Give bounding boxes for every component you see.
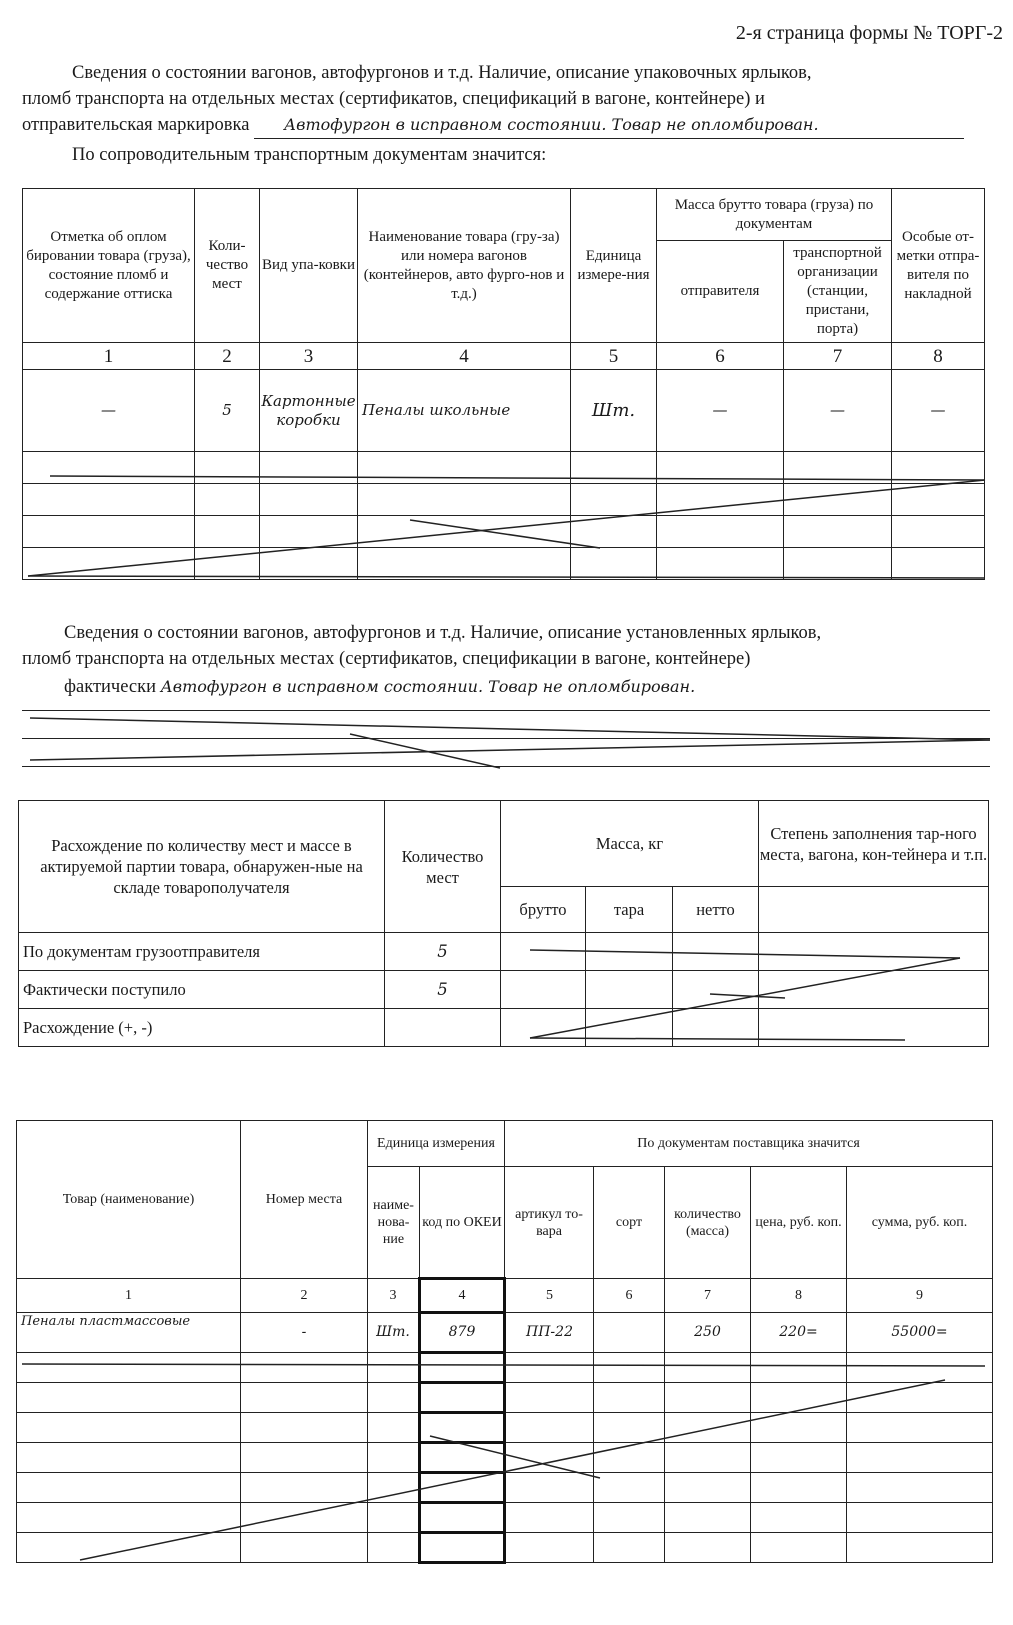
actual-value: Автофургон в исправном состоянии. Товар не опломбирован. [160,677,696,696]
transport-docs-table [22,188,985,580]
section1-line3 [22,112,990,139]
blank-line [22,710,990,711]
t3-cell-place-number: - [241,1313,368,1353]
table-row [23,516,985,548]
form-reference: 2-я страница формы № ТОРГ-2 [735,22,1003,44]
section2-line3 [64,674,984,700]
t3-header-okei: код по ОКЕИ [420,1167,505,1279]
t3-cell-sum: 55000= [847,1313,993,1353]
t2-row-label: Расхождение (+, -) [19,1009,385,1047]
t3-cell-unit-name: Шт. [368,1313,420,1353]
t2-header-mass: Масса, кг [501,801,759,887]
discrepancy-table [18,800,989,1047]
actual-label: фактически [64,677,157,697]
table-row [17,1473,993,1503]
blank-line [22,738,990,739]
t1-num-1: 1 [23,343,195,370]
t1-cell-unit: Шт. [571,370,657,452]
section2-line1: Сведения о состоянии вагонов, автофургонов и т.д. Наличие, описание установленных ярлыков, [64,623,822,643]
t3-header-price: цена, руб. коп. [751,1167,847,1279]
t1-header-places: Коли-чество мест [195,189,260,343]
t1-num-6: 6 [657,343,784,370]
t1-cell-seal: — [23,370,195,452]
t1-num-2: 2 [195,343,260,370]
t1-header-gross-mass: Масса брутто товара (груза) по документам [657,189,892,241]
t2-row-label: Фактически поступило [19,971,385,1009]
t3-number-row [17,1279,993,1313]
t2-header-tare: тара [586,887,673,933]
t1-num-8: 8 [892,343,985,370]
t2-header-net: нетто [673,887,759,933]
t1-num-7: 7 [784,343,892,370]
t2-row-qty: 5 [385,971,501,1009]
table-row [17,1443,993,1473]
t3-header-unit-name: наиме-нова-ние [368,1167,420,1279]
t1-header-unit: Единица измере-ния [571,189,657,343]
t3-header-grade: сорт [594,1167,665,1279]
t3-header-goods: Товар (наименование) [17,1121,241,1279]
t1-header-transport-org: транспортной организации (станции, пристани, порта) [784,241,892,343]
blank-line [22,766,990,767]
t3-num-5: 5 [505,1279,594,1313]
t2-row-qty [385,1009,501,1047]
t3-header-unit: Единица измерения [368,1121,505,1167]
t1-number-row [23,343,985,370]
t3-cell-goods: Пеналы пластмассовые [17,1313,241,1353]
t3-num-2: 2 [241,1279,368,1313]
t3-num-1: 1 [17,1279,241,1313]
t3-cell-price: 220= [751,1313,847,1353]
t1-cell-transport-org: — [784,370,892,452]
t3-num-8: 8 [751,1279,847,1313]
table-row [17,1383,993,1413]
t1-header-seal: Отметка об оплом бировании товара (груза), состояние пломб и содержание оттиска [23,189,195,343]
table-row [23,548,985,580]
t1-header-special-marks: Особые от-метки отпра-вителя по накладной [892,189,985,343]
section2-text [22,620,990,672]
t2-row-label: По документам грузоотправителя [19,933,385,971]
t3-header-supplier-docs: По документам поставщика значится [505,1121,993,1167]
t3-header-sum: сумма, руб. коп. [847,1167,993,1279]
t1-header-goods-name: Наименование товара (гру-за) или номера вагонов (контейнеров, авто фурго-нов и т.д.) [358,189,571,343]
t1-cell-sender: — [657,370,784,452]
t1-cell-special-marks: — [892,370,985,452]
t3-num-3: 3 [368,1279,420,1313]
t3-num-4: 4 [420,1279,505,1313]
t3-cell-okei: 879 [420,1313,505,1353]
section1-line2: пломб транспорта на отдельных местах (сертификатов, спецификаций в вагоне, контейнере) и [22,89,765,109]
table-row [23,484,985,516]
table-row [17,1533,993,1563]
table-row [19,971,989,1009]
table-row [17,1353,993,1383]
t1-num-5: 5 [571,343,657,370]
table-row [17,1503,993,1533]
strike-line [30,740,990,760]
t3-header-place-number: Номер места [241,1121,368,1279]
t2-header-fill-degree: Степень заполнения тар-ного места, вагона, кон-тейнера и т.п. [759,801,989,887]
t1-cell-goods-name: Пеналы школьные [358,370,571,452]
t1-header-packaging: Вид упа-ковки [260,189,358,343]
t1-header-sender: отправителя [657,241,784,343]
t3-header-quantity: количество (масса) [665,1167,751,1279]
marking-label: отправительская маркировка [22,115,250,135]
table-row [23,370,985,452]
section1-line1: Сведения о состоянии вагонов, автофургонов и т.д. Наличие, описание упаковочных ярлыков, [72,63,812,83]
transport-docs-label: По сопроводительным транспортным документам значится: [72,145,547,165]
t3-cell-grade [594,1313,665,1353]
t3-num-6: 6 [594,1279,665,1313]
table-row [17,1313,993,1353]
t3-num-9: 9 [847,1279,993,1313]
strike-line [30,718,990,740]
t1-cell-places: 5 [195,370,260,452]
t2-header-discrepancy: Расхождение по количеству мест и массе в актируемой партии товара, обнаружен-ные на складе товарополучателя [19,801,385,933]
table-row [19,933,989,971]
table-row [17,1413,993,1443]
t1-num-3: 3 [260,343,358,370]
table-row [19,1009,989,1047]
table-row [23,452,985,484]
section2-line2: пломб транспорта на отдельных местах (сертификатов, спецификации в вагоне, контейнере) [22,649,751,669]
t3-cell-quantity: 250 [665,1313,751,1353]
supplier-docs-table [16,1120,993,1564]
t3-num-7: 7 [665,1279,751,1313]
t3-cell-article: ПП-22 [505,1313,594,1353]
t1-cell-packaging: Картонные коробки [260,370,358,452]
strike-line [350,734,500,768]
t2-row-qty: 5 [385,933,501,971]
section1-text [22,60,990,112]
t3-header-article: артикул то-вара [505,1167,594,1279]
t2-header-gross: брутто [501,887,586,933]
t1-num-4: 4 [358,343,571,370]
t2-header-places: Количество мест [385,801,501,933]
marking-value: Автофургон в исправном состоянии. Товар не опломбирован. [254,112,964,139]
